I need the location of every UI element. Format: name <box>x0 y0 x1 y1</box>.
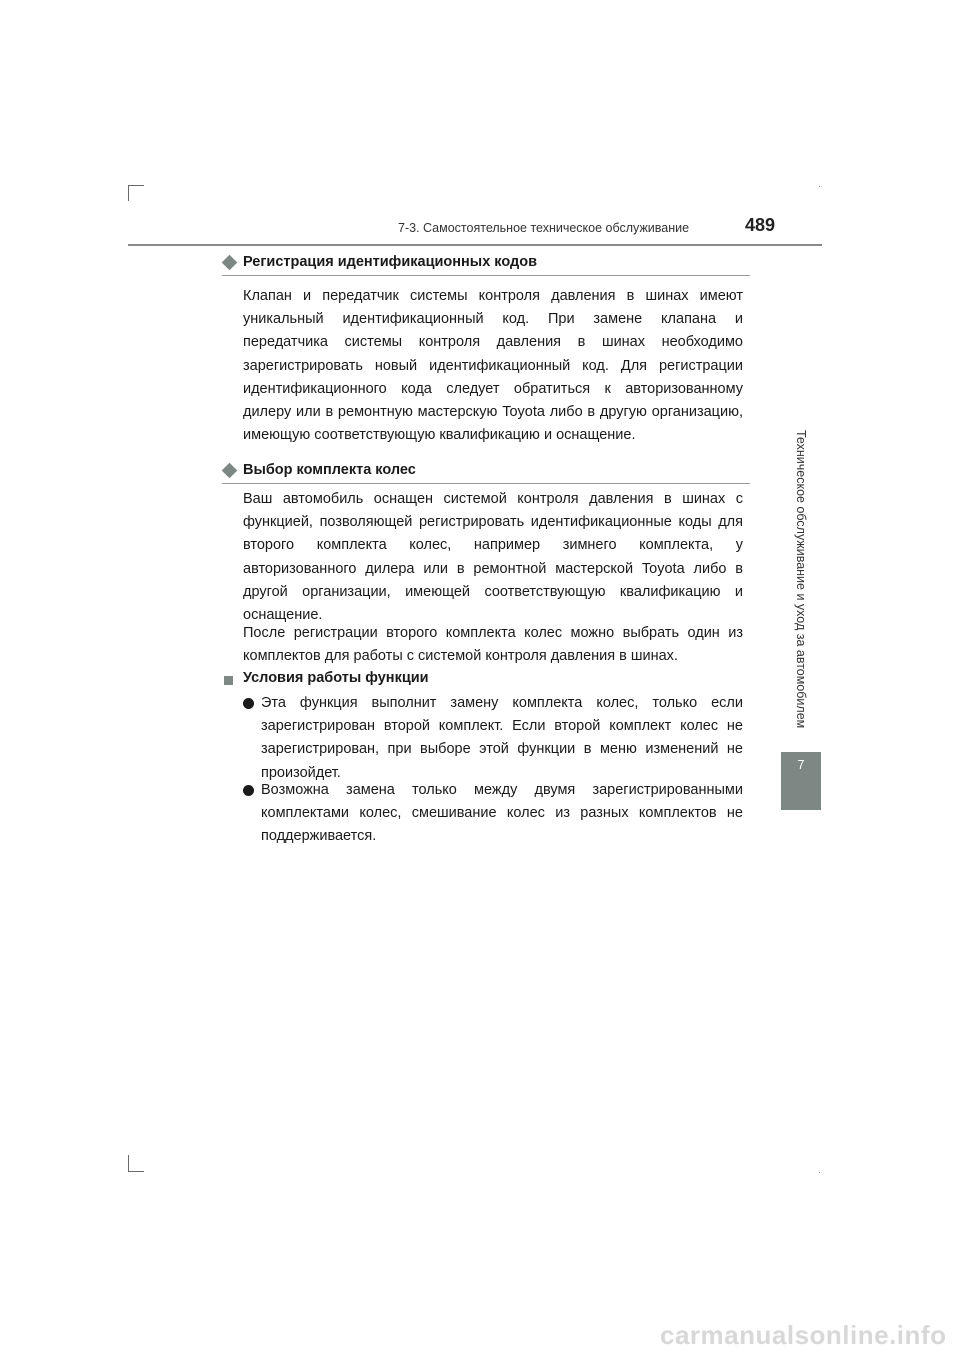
crop-mark <box>128 185 129 201</box>
round-bullet-icon <box>243 785 254 796</box>
crop-mark <box>819 1172 820 1173</box>
subsection-heading: Условия работы функции <box>243 670 429 686</box>
diamond-icon <box>222 255 238 271</box>
section-heading: Регистрация идентификационных кодов <box>243 254 537 270</box>
crop-mark <box>128 1171 144 1172</box>
section-rule <box>222 483 750 484</box>
crop-mark <box>128 185 144 186</box>
paragraph: Ваш автомобиль оснащен системой контроля давления в шинах с функцией, позволяющей регистрировать идентификационные коды для второго комплекта колес, например зимнего комплекта, у авторизованного дилера или в ремонтной мастерской Toyota либо в другой организации, имеющей соответствующую квалификацию и оснащение. <box>243 491 743 624</box>
round-bullet-icon <box>243 698 254 709</box>
section-heading: Выбор комплекта колес <box>243 462 416 478</box>
diamond-icon <box>222 463 238 479</box>
list-item: Возможна замена только между двумя зарегистрированными комплектами колес, смешивание колес из разных комплектов не поддерживается. <box>261 782 743 845</box>
page-number: 489 <box>745 215 776 235</box>
chapter-number: 7 <box>797 758 805 772</box>
header-rule <box>128 244 822 246</box>
square-bullet-icon <box>224 676 233 685</box>
crop-mark <box>819 186 820 187</box>
running-header-title: 7-3. Самостоятельное техническое обслуживание <box>398 221 690 235</box>
chapter-side-title: Техническое обслуживание и уход за автомобилем <box>794 430 808 729</box>
section-rule <box>222 275 750 276</box>
chapter-tab <box>781 752 821 810</box>
crop-mark <box>128 1155 129 1171</box>
paragraph: После регистрации второго комплекта колес можно выбрать один из комплектов для работы с системой контроля давления в шинах. <box>243 625 743 665</box>
list-item: Эта функция выполнит замену комплекта колес, только если зарегистрирован второй комплект. Если второй комплект колес не зарегистрирован, при выборе этой функции в меню изменений не произойдет. <box>261 695 743 781</box>
paragraph: Клапан и передатчик системы контроля давления в шинах имеют уникальный идентификационный код. При замене клапана и передатчика системы контроля давления в шинах необходимо зарегистрировать новый идентификационный код. Для регистрации идентификационного кода следует обратиться к авторизованному дилеру или в ремонтную мастерскую Toyota либо в другую организацию, имеющую соответствующую квалификацию и оснащение. <box>243 288 743 444</box>
watermark-logo: carmanualsonline.info <box>660 1320 947 1350</box>
